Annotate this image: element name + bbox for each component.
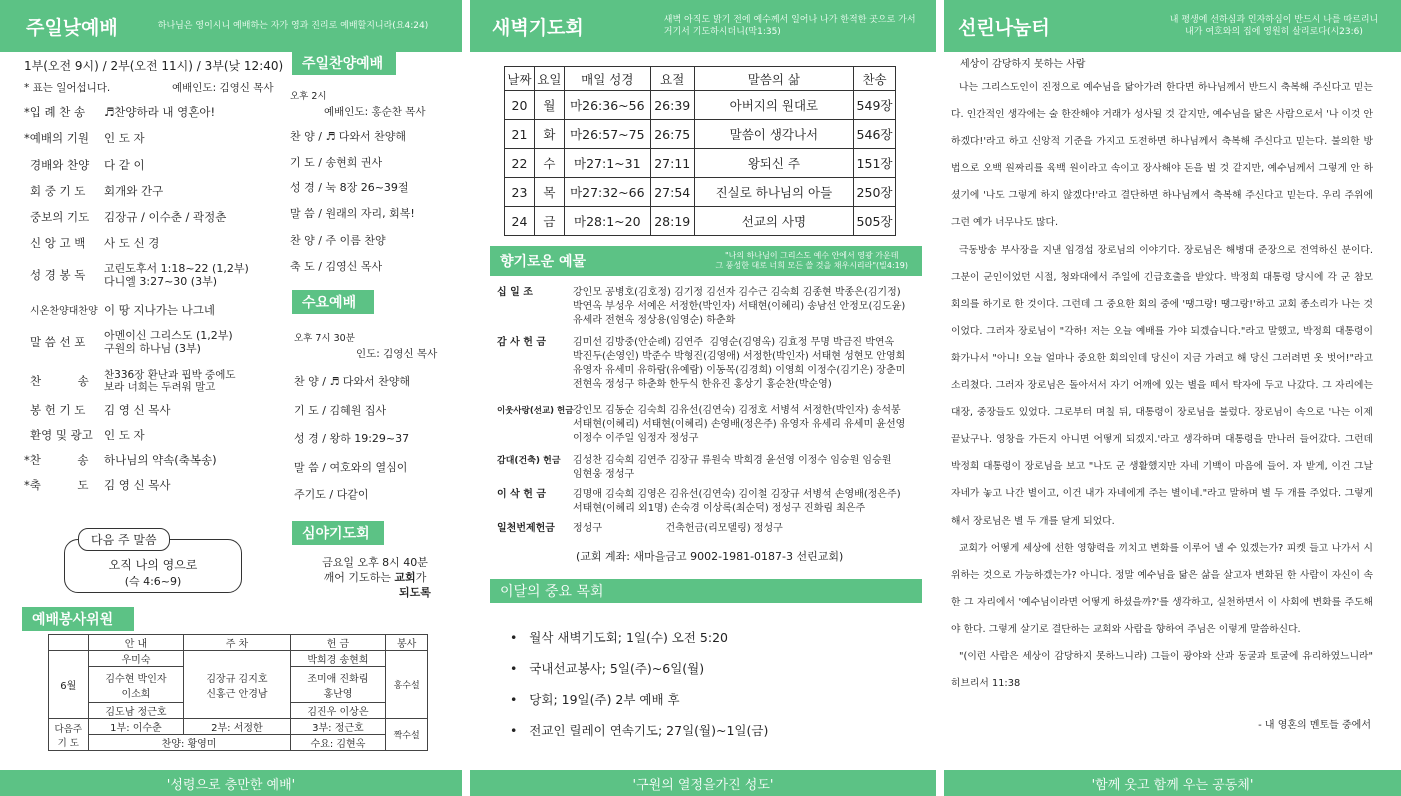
order-item: 회 중 기 도 회개와 간구: [30, 184, 164, 198]
sharing-title: 선린나눔터: [958, 16, 1050, 39]
article-body: [951, 74, 1373, 697]
offering-verse: "나의 하나님이 그리스도 예수 안에서 영광 가운데 그 풍성한 대로 너희 모든 쓸 것을 채우시리라"(빌4:19): [715, 251, 908, 270]
offering-list: 십 일 조 강인모 공병호(김호정) 김기정 김선자 김수근 김숙희 김종현 박종은(김기정) 박연옥 부성우 서예은 서정한(박인자) 서태현(이혜리) 송남선 안정모(김도윤) 유세라 전현옥 정상용(임영순) 하춘화 감 사 헌 금 김미선 김방중(안순례) 김연주 김영순(김영옥) 김효정 무명 박금진 박연옥 박진두(손영인) 박준수 박형진(김영애) 서정한(박인자) 서태현 성현모 안영희 유영자 유세미 유하람(유예람) 이동목(김경희) 이영희 이정수(김기은) 장춘미 전현옥 정성구 하춘화 한두식 한유진 홍상기 홍순찬(박순영) 이웃사랑(선교) 헌금 강인모 김동순 김숙희 김유선(김연숙) 김정호 서병석 서정한(박인자) 송석봉 서태현(이혜리) 서태현(이혜리) 손영배(정은주) 유영자 유세리 유세미 윤선영 이정수 이주일 임정자 정성구 감대(건축) 헌금 김성찬 김숙희 김연주 김장규 류원숙 박희경 윤선영 이정수 임승원 임승원 임현웅 정성구 이 삭 헌 금 김명애 김숙희 김영은 김유선(김연숙) 김이철 김장규 서병석 손영배(정은주) 서태현(이혜리 외1명) 손숙경 이상록(최순덕) 정성구 진화림 최은주 일천번제헌금 정성구 건축헌금(리모델링) 정성구: [497, 287, 906, 534]
table-row: 24 금 마28:1~20 28:19 선교의 사명 505장: [505, 207, 896, 236]
worship-leader: 예배인도: 김영신 목사: [172, 82, 274, 94]
wed-item: 찬 양 / ♬ 다와서 찬양해: [294, 375, 411, 388]
wed-title: 수요예배: [292, 290, 374, 314]
service-times: 1부(오전 9시) / 2부(오전 11시) / 3부(낮 12:40): [24, 59, 284, 73]
order-item: 말 씀 선 포 아멘이신 그리스도 (1,2부) 구원의 하나님 (3부): [30, 329, 233, 355]
monthly-title: 이달의 중요 목회: [490, 579, 922, 603]
order-item: 신 앙 고 백 사 도 신 경: [30, 236, 160, 250]
order-item: *입 례 찬 송 ♬찬양하라 내 영혼아!: [24, 105, 216, 119]
list-item: • 국내선교봉사; 5일(주)~6일(월): [510, 661, 705, 676]
next-week-ref: (슥 4:6~9): [124, 575, 182, 588]
order-item: 경배와 찬양 다 같 이: [30, 158, 145, 172]
praise-item: 기 도 / 송현희 권사: [290, 156, 383, 169]
praise-item: 축 도 / 김영신 목사: [290, 260, 383, 273]
table-row: 23 목 마27:32~66 27:54 진실로 하나님의 아들 250장: [505, 178, 896, 207]
order-item: 봉 헌 기 도 김 영 신 목사: [30, 403, 171, 417]
monthly-list: [510, 622, 768, 746]
praise-title: 주일찬양예배: [292, 51, 396, 75]
order-item: 성 경 봉 독 고린도후서 1:18~22 (1,2부) 다니엘 3:27~30 (3부): [30, 262, 249, 288]
order-item: 찬 송 찬336장 환난과 핍박 중에도 보라 너희는 두려워 말고: [30, 369, 236, 393]
worship-verse: 하나님은 영이시니 예배하는 자가 영과 진리로 예배할지니라(요4:24): [157, 21, 429, 31]
order-item: *축 도 김 영 신 목사: [24, 478, 171, 492]
next-week-text: 오직 나의 영으로: [108, 558, 198, 572]
stand-note: * 표는 일어섭니다.: [24, 82, 111, 94]
sharing-verse: 내 평생에 선하심과 인자하심이 반드시 나를 따르리니 내가 여호와의 집에 영원히 살리로다(시23:6): [1169, 15, 1379, 37]
next-week-title: 다음 주 말씀: [78, 528, 170, 551]
worship-title: 주일낮예배: [26, 16, 118, 39]
footer-slogan-2: '구원의 열정을가진 성도': [470, 770, 936, 796]
dawn-header: [470, 0, 936, 52]
table-row: 20 월 마26:36~56 26:39 아버지의 원대로 549장: [505, 91, 896, 120]
order-item: 중보의 기도 김장규 / 이수춘 / 곽정춘: [30, 210, 227, 224]
worship-header: [0, 0, 462, 52]
footer-slogan-3: '함께 웃고 함께 우는 공동체': [944, 770, 1401, 796]
praise-item: 찬 양 / ♬ 다와서 찬양해: [290, 130, 407, 143]
order-item: 시온찬양대찬양 이 땅 지나가는 나그네: [30, 303, 215, 317]
dawn-verse: 새벽 아직도 밝기 전에 예수께서 일어나 나가 한적한 곳으로 가서 거기서 기도하시더니(막1:35): [663, 15, 916, 37]
list-item: • 전교인 릴레이 연속기도; 27일(월)~1일(금): [510, 723, 769, 738]
night-title: 심야기도회: [292, 521, 384, 545]
committee-title: 예배봉사위원: [22, 607, 134, 631]
list-item: • 월삭 새벽기도회; 1일(수) 오전 5:20: [510, 630, 729, 645]
dawn-title: 새벽기도회: [492, 16, 584, 39]
praise-item: 성 경 / 눅 8장 26~39절: [290, 181, 409, 194]
praise-item: 말 씀 / 원래의 자리, 회복!: [290, 207, 415, 220]
order-item: *찬 송 하나님의 약속(축복송): [24, 453, 217, 467]
committee-month: 6월: [49, 651, 89, 719]
article-paragraph: 나는 그리스도인이 진정으로 예수님을 닮아가려 한다면 하나님께서 반드시 축복해 주신다고 믿는다. 인간적인 생각에는 술 한잔해야 거래가 성사될 것 같지만, 예수님을 닮은 사람으로서 '나 이것 안 하겠다!'라고 하고 신앙적 기준을 가지고 도전하면 하나님께서 축복해 주신다고 믿는다. 불의한 방법으로 오백 원짜리를 육백 원이라고 속이고 장사해야 돈을 벌 것 같지만, 예수님께서 그렇게 안 하셨기에 '나도 그렇게 하지 않겠다!'라고 결단하면 하나님께서 축복해 주신다고 믿는다. 우리 주위에 그런 예가 너무나도 많다.: [951, 82, 1373, 229]
wed-item: 주기도 / 다같이: [294, 488, 369, 501]
praise-item: 찬 양 / 주 이름 찬양: [290, 234, 386, 247]
article-paragraph: 극동방송 부사장을 지낸 임경섭 장로님의 이야기다. 장로님은 해병대 준장으로 전역하신 분이다. 그분이 군인이었던 시절, 청와대에서 주일에 긴급호출을 받았다. 박정희 대통령 당시에 각 군 참모 회의를 하기로 한 것이다. 그런데 그 중요한 회의 중에 '땡그랑! 땡그랑!'하고 교회 종소리가 나는 것이었다. 그러자 장로님이 "각하! 저는 오늘 예배를 가야 되겠습니다."라고 말했고, 박정희 대통령이 화가나서 "아니! 오늘 얼마나 중요한 회의인데 당신이 지금 가려고 해 당신 그러려면 옷 벗어!"라고 소리쳤다. 그러자 장로님은 돌아서서 자기 어깨에 있는 별을 떼서 탁자에 두고 나갔다. 그 자리에는 대장, 중장들도 있었다. 그로부터 며칠 뒤, 대통령이 장로님을 불렀다. 장로님이 속으로 '나는 이제 끝났구나. 영창을 가든지 아니면 어떻게 되겠지.'라고 생각하며 대통령을 만나러 들어갔다. 그런데 박정희 대통령이 장로님을 보고 "나도 군 생활했지만 자네 기백이 마음에 들어. 자 받게, 이건 그날 자네가 놓고 나간 별이고, 이건 내가 자네에게 주는 별이네."라고 말하며 별 두 개를 주었다. 그렇게 해서 장로님은 별 두 개를 달게 되었다.: [951, 244, 1373, 527]
order-item: 환영 및 광고 인 도 자: [30, 428, 145, 442]
order-item: *예배의 기원 인 도 자: [24, 131, 145, 145]
wed-item: 기 도 / 김혜원 집사: [294, 404, 387, 417]
night-text: 금요일 오후 8시 40분 깨어 기도하는 교회가 되도록: [322, 556, 431, 599]
sharing-header: [944, 0, 1401, 52]
article-paragraph: "(이런 사람은 세상이 감당하지 못하느니라) 그들이 광야와 산과 동굴과 토굴에 유리하였느니라" 히브리서 11:38: [951, 650, 1373, 690]
offering-section-header: [490, 246, 922, 276]
committee-table: 안 내 주 차 헌 금 봉사 6월 우미숙 김장규 김지호 신홍근 안경남 박희경 송현희 홍수설 김수현 박인자 이소희 조미애 진화림 홍난영 김도남 정근호 김진우 이상은 다음주 기 도 1부: 이수춘 2부: 서정한 3부: 정근호 짝수설 찬양: 황영미 수요: 김현옥: [48, 634, 428, 751]
footer-slogan-1: '성령으로 충만한 예배': [0, 770, 462, 796]
article-paragraph: 교회가 어떻게 세상에 선한 영향력을 끼치고 변화를 이루어 낼 수 있겠는가? 피켓 들고 나가서 시위하는 것으로 가능하겠는가? 아니다. 정말 예수님을 닮은 삶을 살고자 변화된 한 사람이 자신이 속한 그 자리에서 '예수님이라면 어떻게 하셨을까?'를 생각하고, 실천하면서 이 사회에 변화를 주도해야 한다. 그렇게 살기로 결단하는 교회와 사람을 향하여 주님은 이렇게 말씀하신다.: [951, 542, 1373, 635]
article-title: 세상이 감당하지 못하는 사람: [960, 59, 1086, 70]
table-row: 22 수 마27:1~31 27:11 왕되신 주 151장: [505, 149, 896, 178]
list-item: • 당회; 19일(주) 2부 예배 후: [510, 692, 680, 707]
table-row: 21 화 마26:57~75 26:75 말씀이 생각나서 546장: [505, 120, 896, 149]
article-source: - 내 영혼의 멘토들 중에서: [1258, 720, 1371, 731]
account-info: (교회 계좌: 새마을금고 9002-1981-0187-3 선린교회): [576, 550, 844, 563]
worship-order: [24, 60, 284, 500]
wed-item: 말 씀 / 여호와의 열심이: [294, 461, 408, 474]
dawn-schedule-table: 날짜 요일 매일 성경 요절 말씀의 삶 찬송 20 월 마26:36~56 26:39 아버지의 원대로 549장 21 화 마26:57~75 26:75 말씀이 생각나서 546장 22 수 마27:1~31 27:11 왕되신 주 151장 23 목 마27:32~66 27:54 진실로 하나님의 아들 250장 24 금 마28:1~20 28:19 선교의 사명 505장: [504, 66, 896, 236]
wed-item: 성 경 / 왕하 19:29~37: [294, 432, 410, 445]
praise-list: 오후 2시 예배인도: 홍순찬 목사 찬 양 / ♬ 다와서 찬양해 기 도 / 송현희 권사 성 경 / 눅 8장 26~39절 말 씀 / 원래의 자리, 회복! 찬 양 / 주 이름 찬양 축 도 / 김영신 목사: [290, 91, 426, 273]
offering-title: 향기로운 예물: [500, 254, 587, 270]
wed-list: 오후 7시 30분 인도: 김영신 목사 찬 양 / ♬ 다와서 찬양해 기 도 / 김혜원 집사 성 경 / 왕하 19:29~37 말 씀 / 여호와의 열심이 주기도 / 다같이: [294, 333, 438, 501]
